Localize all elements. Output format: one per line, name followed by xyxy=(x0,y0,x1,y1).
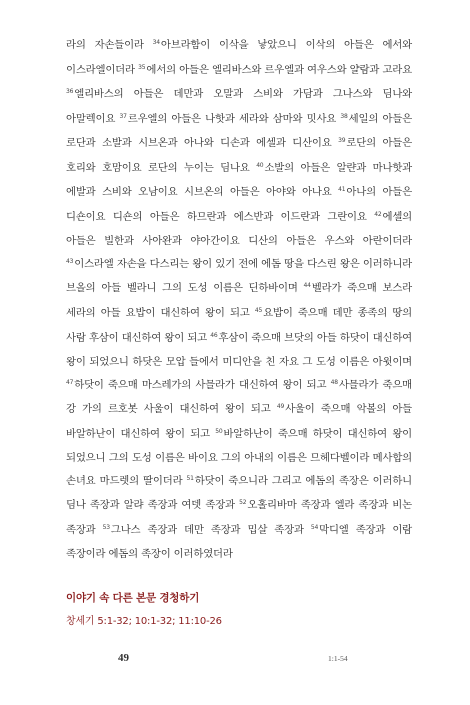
verse-text: 벨라가 죽으매 보스라 세라의 아들 요밥이 대신하여 왕이 되고 xyxy=(66,282,412,320)
verse-number: 54 xyxy=(310,523,319,531)
verse-text: 세일의 아들은 로단과 소발과 시브온과 아나와 디손과 에셀과 디산이요 xyxy=(66,112,412,150)
verse-number: 39 xyxy=(338,137,346,145)
verse-number: 43 xyxy=(66,257,74,265)
verse-number: 34 xyxy=(152,39,160,46)
verse-text: 하닷이 죽으니라 그리고 에돔의 족장은 이러하니 딤나 족장과 알랴 족장과 여뎃 족장과 xyxy=(66,474,412,512)
verse-text: 로단의 아들은 호리와 호맘이요 로단의 누이는 딤나요 xyxy=(66,137,412,174)
section-title: 이야기 속 다른 본문 경청하기 xyxy=(66,592,200,604)
chapter-reference: 1:1-54 xyxy=(328,654,348,663)
verse-number: 36 xyxy=(66,88,74,96)
verse-text: 사울이 죽으매 악볼의 아들 바알하난이 대신하여 왕이 되고 xyxy=(66,403,412,440)
verse-text: 그나스 족장과 데만 족장과 밉살 족장과 xyxy=(110,523,311,536)
verse-number: 35 xyxy=(138,63,146,71)
verse-number: 38 xyxy=(340,112,348,120)
verse-number: 40 xyxy=(256,161,264,169)
verse-text: 막디엘 족장과 이람 족장이라 에돔의 족장이 이러하였더라 xyxy=(66,523,413,561)
verse-text: 에서의 아들은 엘리바스와 르우엘과 여우스와 얄람과 고라요 xyxy=(146,63,412,76)
scripture-passage xyxy=(66,34,412,566)
verse-number: 41 xyxy=(338,186,346,194)
cross-references: 창세기 5:1-32; 10:1-32; 11:10-26 xyxy=(66,616,222,627)
verse-number: 49 xyxy=(276,403,285,411)
verse-number: 50 xyxy=(215,427,223,435)
verse-number: 51 xyxy=(186,474,194,482)
verse-number: 46 xyxy=(210,331,218,339)
verse-number: 53 xyxy=(102,523,110,531)
verse-text: 이스라엘 자손을 다스리는 왕이 있기 전에 에돔 땅을 다스린 왕은 이러하니라 브올의 아들 벨라니 그의 도성 이름은 딘하바이며 xyxy=(66,257,412,295)
verse-number: 47 xyxy=(66,378,74,386)
verse-text: 요밥이 죽으매 데만 종족의 땅의 사람 후삼이 대신하여 왕이 되고 xyxy=(66,307,413,344)
verse-number: 44 xyxy=(303,282,311,290)
verse-number: 52 xyxy=(239,499,247,507)
verse-text: 바알하난이 죽으매 하닷이 대신하여 왕이 되었으니 그의 도성 이름은 바이요 그의 아내의 이름은 므헤다벨이라 메사합의 손녀요 마드렛의 딸이더라 xyxy=(66,427,412,487)
verse-text: 르우엘의 아들은 나핫과 세라와 삼마와 밋사요 xyxy=(127,112,341,125)
verse-number: 45 xyxy=(254,307,263,315)
verse-number: 42 xyxy=(374,210,382,218)
verse-text: 에셀의 아들은 빌한과 사아완과 야아간이요 디산의 아들은 우스와 아란이더라 xyxy=(66,210,412,248)
verse-number: 37 xyxy=(119,112,127,120)
verse-text: 아나의 아들은 디숀이요 디숀의 아들은 하므란과 에스반과 이드란과 그란이요 xyxy=(66,186,412,223)
verse-text: 후삼이 죽으매 브닷의 아들 하닷이 대신하여 왕이 되었으니 하닷은 모압 들에서 미디안을 친 자요 그 도성 이름은 아윗이며 xyxy=(66,331,412,369)
verse-text: 아브라함이 이삭을 낳았으니 이삭의 아들은 에서와 이스라엘이더라 xyxy=(66,39,412,76)
verse-text: 소발의 아들은 알랸과 마나핫과 에발과 스비와 오남이요 시브온의 아들은 아야와 아나요 xyxy=(66,161,412,199)
page-number: 49 xyxy=(118,652,129,664)
verse-text: 오홀리바마 족장과 엘라 족장과 비논 족장과 xyxy=(66,499,412,536)
verse-number: 48 xyxy=(330,378,338,386)
verse-text: 라의 자손들이라 xyxy=(66,39,153,51)
verse-text: 엘리바스의 아들은 데만과 오말과 스비와 가담과 그나스와 딤나와 아말렉이요 xyxy=(66,88,412,125)
verse-text: 하닷이 죽으매 마스레가의 사믈라가 대신하여 왕이 되고 xyxy=(74,378,331,391)
verse-text: 사믈라가 죽으매 강 가의 르호봇 사울이 대신하여 왕이 되고 xyxy=(66,378,413,416)
